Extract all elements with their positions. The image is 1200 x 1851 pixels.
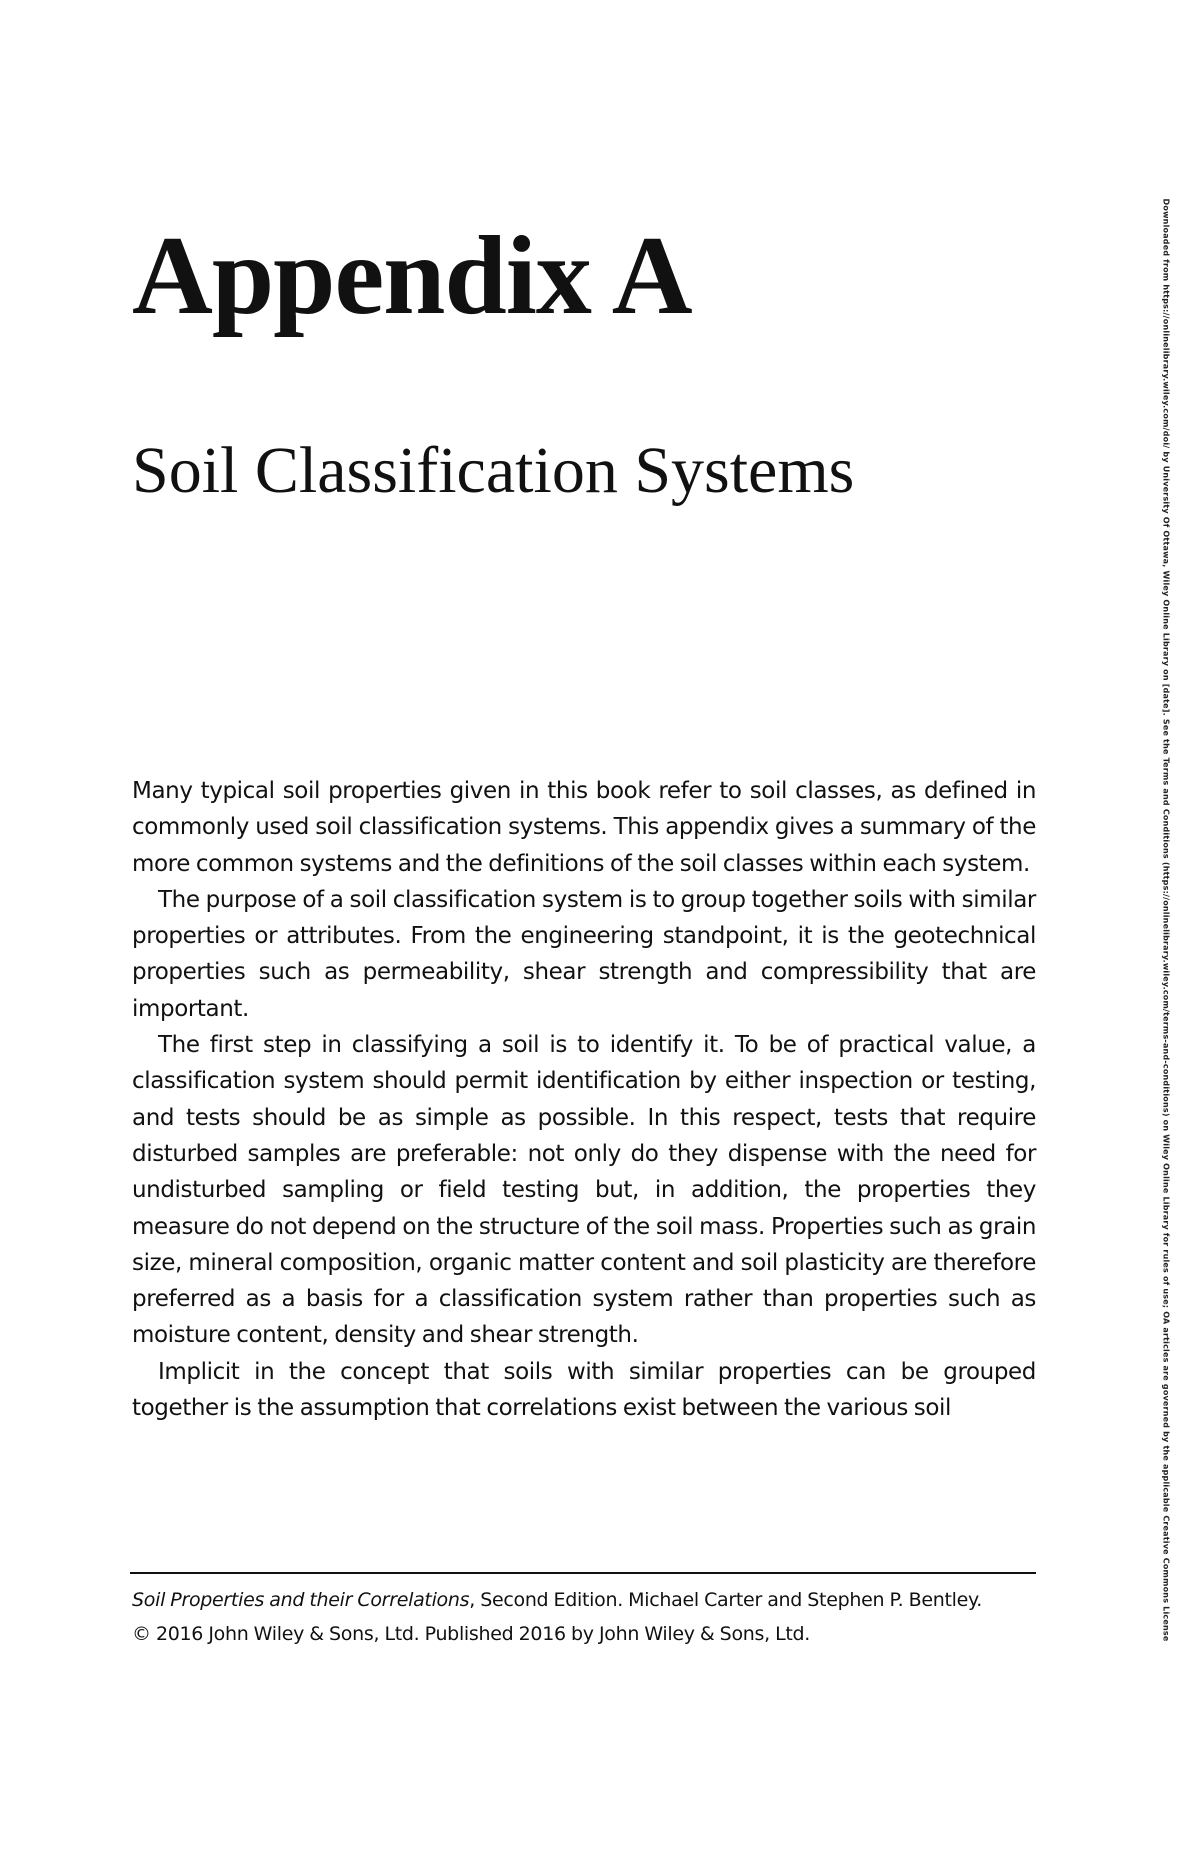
footnote-copyright: © 2016 John Wiley & Sons, Ltd. Published 2016 by John Wiley & Sons, Ltd. [132,1623,811,1645]
side-watermark [1161,40,1171,1800]
footnote-line-1 [132,1583,1052,1617]
paragraph-3: The first step in classifying a soil is to identify it. To be of practical value, a classification system should permit identification by either inspection or testing, and tests should be as simple as possible. In this respect, tests that require disturbed samples are preferable: not only do they dispense with the need for undisturbed sampling or field testing but, in addition, the properties they measure do not depend on the structure of the soil mass. Properties such as grain size, mineral composition, organic matter content and soil plasticity are therefore preferred as a basis for a classification system rather than properties such as moisture content, density and shear strength. [132,1032,1036,1349]
paragraph-1: Many typical soil properties given in this book refer to soil classes, as defined in commonly used soil classification systems. This appendix gives a summary of the more common systems and the definitions of the soil classes within each system. [132,778,1036,877]
footnote [132,1583,1052,1651]
paragraph-2: The purpose of a soil classification system is to group together soils with similar properties or attributes. From the engineering standpoint, it is the geotechnical properties such as permeability, shear strength and compressibility that are important. [132,886,1036,1022]
chapter-title: Appendix A [132,214,692,338]
book-title: Soil Properties and their Correlations [132,1589,470,1611]
footnote-citation: , Second Edition. Michael Carter and Stephen P. Bentley. [469,1589,982,1611]
paragraph-4: Implicit in the concept that soils with similar properties can be grouped together is the assumption that correlations exist between the various soil [132,1358,1036,1422]
footnote-divider [130,1572,1036,1574]
chapter-subtitle: Soil Classification Systems [132,434,855,507]
side-watermark-text: Downloaded from https://onlinelibrary.wiley.com/doi/ by University Of Ottawa, Wiley Online Library on [date]. See the Terms and Conditions (https://onlinelibrary.wiley.com/terms-and-conditions) on Wiley Online Library for rules of use; OA articles are governed by the applicable Creative Commons License [1161,198,1171,1642]
body-text [132,773,1036,1426]
